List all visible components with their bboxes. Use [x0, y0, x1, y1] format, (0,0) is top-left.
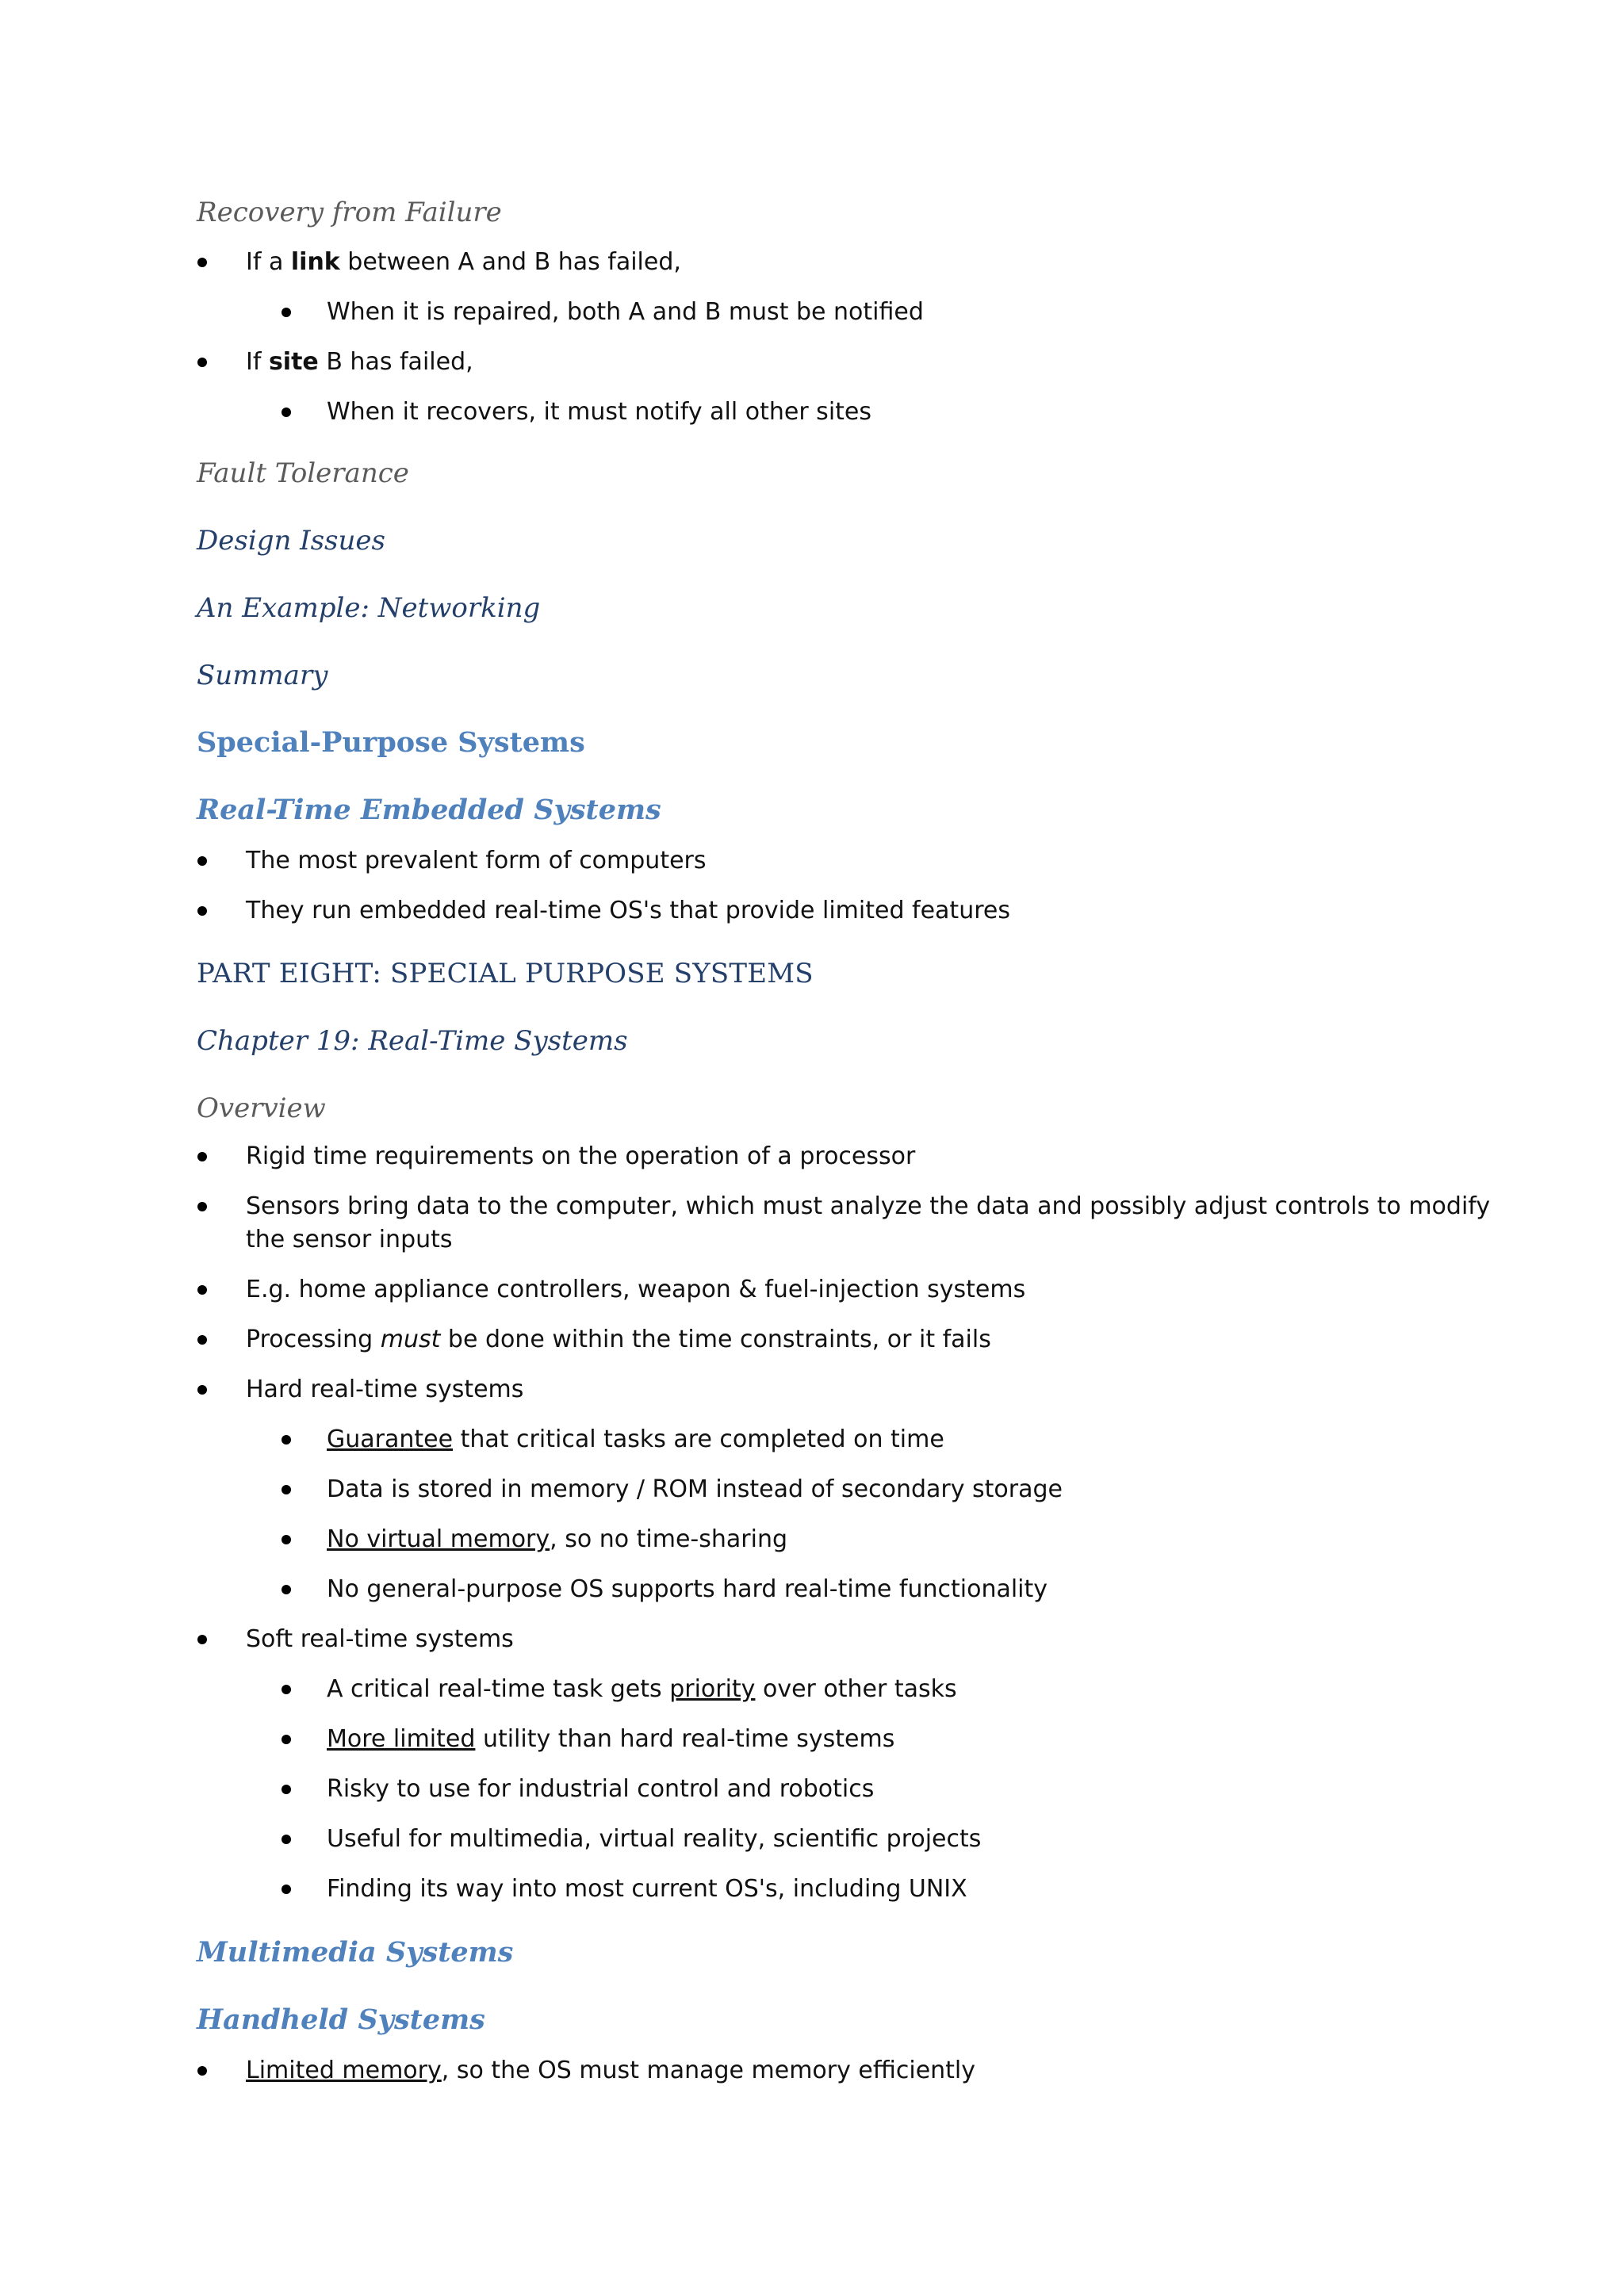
item-text: No general-purpose OS supports hard real-time functionality: [327, 1575, 1048, 1603]
heading-summary: Summary: [197, 660, 328, 691]
item-text: Risky to use for industrial control and robotics: [327, 1775, 875, 1803]
heading-recovery-from-failure: Recovery from Failure: [197, 197, 502, 228]
item-text: Finding its way into most current OS's, including UNIX: [327, 1875, 967, 1903]
item-text: be done within the time constraints, or it fails: [440, 1326, 991, 1353]
item-text: E.g. home appliance controllers, weapon & fuel-injection systems: [246, 1276, 1026, 1303]
bullet-icon: [197, 1152, 207, 1161]
item-text: The most prevalent form of computers: [246, 847, 707, 874]
item-text: , so no time-sharing: [550, 1525, 787, 1553]
bullet-icon: [197, 1635, 207, 1644]
bullet-icon: [282, 1735, 291, 1744]
bullet-icon: [282, 1685, 291, 1694]
list-item: [246, 894, 1010, 928]
item-underlined-text: priority: [669, 1675, 756, 1703]
item-text-line: the sensor inputs: [246, 1226, 453, 1253]
item-text: Soft real-time systems: [246, 1625, 514, 1653]
bullet-icon: [197, 1385, 207, 1395]
list-item: [246, 1190, 1490, 1257]
list-item: [327, 1523, 787, 1556]
item-underlined-text: Limited memory: [246, 2057, 442, 2084]
item-text: Processing: [246, 1326, 381, 1353]
item-bold-text: site: [268, 348, 319, 376]
bullet-icon: [197, 1202, 207, 1211]
list-item: [246, 1323, 991, 1357]
list-item: [246, 1273, 1025, 1307]
item-text: When it is repaired, both A and B must be notified: [327, 298, 924, 326]
item-text: When it recovers, it must notify all other sites: [327, 398, 871, 426]
item-underlined-text: More limited: [327, 1725, 476, 1753]
bullet-icon: [282, 1585, 291, 1594]
bullet-icon: [282, 408, 291, 417]
item-underlined-text: Guarantee: [327, 1425, 454, 1453]
list-item: [246, 1373, 523, 1406]
list-item: [246, 1623, 514, 1656]
list-item: [327, 1873, 967, 1906]
item-italic-text: must: [380, 1326, 441, 1353]
list-item: [246, 844, 707, 878]
item-text-line: Sensors bring data to the computer, which must analyze the data and possibly adjust controls to modify: [246, 1192, 1491, 1220]
item-text: , so the OS must manage memory efficiently: [441, 2057, 976, 2084]
list-item: [327, 1423, 944, 1456]
item-text: utility than hard real-time systems: [475, 1725, 895, 1753]
heading-overview: Overview: [197, 1093, 326, 1124]
item-text: If: [246, 348, 269, 376]
item-bold-text: link: [290, 248, 340, 276]
item-text: If a: [246, 248, 291, 276]
item-text: B has failed,: [318, 348, 473, 376]
bullet-icon: [282, 1535, 291, 1544]
item-text: Hard real-time systems: [246, 1376, 524, 1403]
list-item: [327, 396, 871, 429]
item-text: Useful for multimedia, virtual reality, scientific projects: [327, 1825, 982, 1853]
list-item: [327, 1773, 874, 1806]
list-item: [246, 2054, 975, 2087]
bullet-icon: [197, 358, 207, 367]
bullet-icon: [282, 1485, 291, 1494]
heading-multimedia-systems: Multimedia Systems: [197, 1936, 514, 1969]
item-text: that critical tasks are completed on time: [453, 1425, 944, 1453]
bullet-icon: [197, 906, 207, 916]
bullet-icon: [282, 1785, 291, 1794]
item-text: Rigid time requirements on the operation of a processor: [246, 1142, 916, 1170]
bullet-icon: [197, 1285, 207, 1295]
list-item: [246, 346, 473, 379]
item-text: Data is stored in memory / ROM instead of secondary storage: [327, 1475, 1063, 1503]
heading-real-time-embedded-systems: Real-Time Embedded Systems: [197, 794, 661, 826]
heading-handheld-systems: Handheld Systems: [197, 2003, 485, 2036]
list-item: [327, 1723, 894, 1756]
list-item: [327, 1673, 957, 1706]
item-text: They run embedded real-time OS's that provide limited features: [246, 897, 1010, 924]
list-item: [327, 1823, 981, 1856]
list-item: [327, 296, 924, 329]
heading-design-issues: Design Issues: [197, 525, 385, 557]
item-underlined-text: No virtual memory: [327, 1525, 550, 1553]
bullet-icon: [197, 856, 207, 866]
bullet-icon: [282, 1885, 291, 1894]
heading-example-networking: An Example: Networking: [197, 592, 541, 624]
list-item: [327, 1573, 1048, 1606]
bullet-icon: [282, 308, 291, 317]
bullet-icon: [282, 1435, 291, 1445]
bullet-icon: [282, 1835, 291, 1844]
bullet-icon: [197, 2066, 207, 2076]
heading-special-purpose-systems: Special-Purpose Systems: [197, 726, 585, 759]
heading-chapter-19: Chapter 19: Real-Time Systems: [197, 1025, 628, 1057]
item-text: over other tasks: [755, 1675, 957, 1703]
list-item: [327, 1473, 1063, 1506]
bullet-icon: [197, 258, 207, 267]
bullet-icon: [197, 1335, 207, 1345]
item-text: between A and B has failed,: [339, 248, 681, 276]
list-item: [246, 246, 681, 279]
list-item: [246, 1140, 915, 1173]
heading-part-eight: PART EIGHT: SPECIAL PURPOSE SYSTEMS: [197, 958, 814, 989]
item-text: A critical real-time task gets: [327, 1675, 670, 1703]
heading-fault-tolerance: Fault Tolerance: [197, 457, 409, 489]
